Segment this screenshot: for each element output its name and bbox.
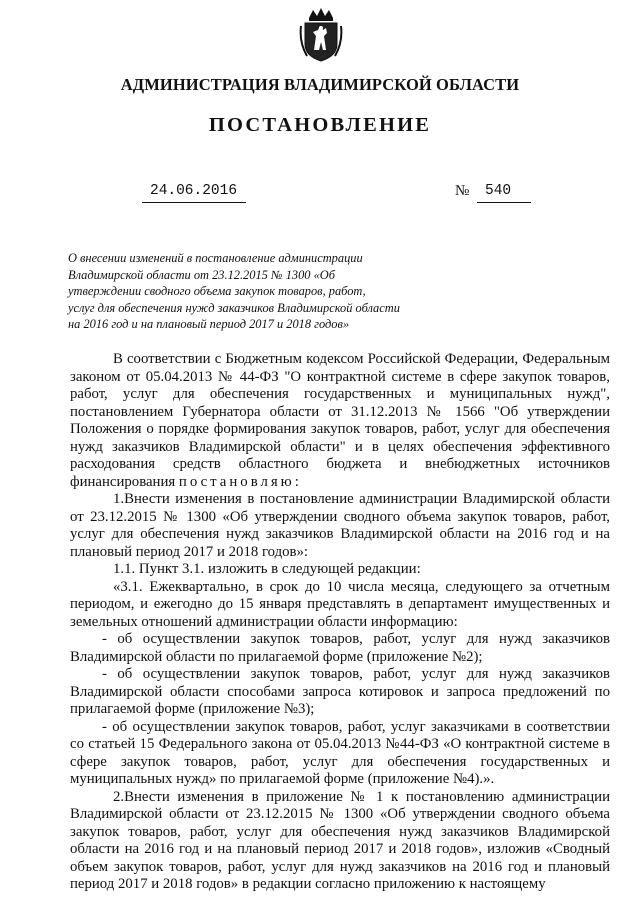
intro-text: В соответствии с Бюджетным кодексом Российской Федерации, Федеральным законом от 05.04.2013 № 44-ФЗ "О контрактной системе в сфере закупок товаров, работ, услуг для обеспечения государственных и муниципальных нужд", постановлением Губернатора области от 31.12.2013 № 1566 "Об утверждении Положения о порядке формирования закупок товаров, работ, услуг для обеспечения нужд заказчиков Владимирской области" и в целях обеспечения эффективного расходования средств областного бюджета и внебюджетных источников финансирования — [70, 351, 610, 490]
organization-name: АДМИНИСТРАЦИЯ ВЛАДИМИРСКОЙ ОБЛАСТИ — [120, 75, 520, 94]
subject-line: О внесении изменений в постановление администрации — [68, 251, 363, 265]
document-date: 24.06.2016 — [150, 183, 238, 199]
subject-line: утверждении сводного объема закупок товаров, работ, — [68, 284, 366, 298]
resolution-word: постановляю: — [178, 473, 302, 490]
item-2: 2.Внести изменения в приложение № 1 к постановлению администрации Владимирской области от 23.12.2015 № 1300 «Об утверждении сводного объема закупок товаров, работ, услуг для обеспечения нужд заказчиков Владимирской области на 2016 год и на плановый период 2017 и 2018 годов», изложив «Сводный объем закупок товаров, работ, услуг для нужд заказчиков на 2016 год и плановый период 2017 и 2018 годов» в редакции согласно приложению к настоящему — [70, 788, 610, 892]
date-underline — [142, 202, 246, 203]
intro-paragraph — [70, 351, 610, 491]
dash-item-1: - об осуществлении закупок товаров, работ, услуг для нужд заказчиков Владимирской области по прилагаемой форме (приложение №2); — [70, 631, 610, 665]
document-type: ПОСТАНОВЛЕНИЕ — [208, 114, 432, 136]
document-number: 540 — [485, 183, 512, 199]
dash-item-2: - об осуществлении закупок товаров, работ, услуг для нужд заказчиков Владимирской области способами запроса котировок и запроса предложений по прилагаемой форме (приложение №3); — [70, 666, 610, 717]
coat-of-arms-icon — [299, 6, 343, 62]
dash-item-3: - об осуществлении закупок товаров, работ, услуг заказчиками в соответствии со статьей 15 Федерального закона от 05.04.2013 №44-ФЗ «О контрактной системе в сфере закупок товаров, работ, услуг для обеспечения государственных и муниципальных нужд» по прилагаемой форме (приложение №4).». — [70, 718, 610, 787]
item-1: 1.Внести изменения в постановление администрации Владимирской области от 23.12.2015 № 1300 «Об утверждении сводного объема закупок товаров, работ, услуг для обеспечения нужд заказчиков Владимирской области на 2016 год и на плановый период 2017 и 2018 годов»: — [70, 491, 610, 560]
quoted-clause: «3.1. Ежеквартально, в срок до 10 числа месяца, следующего за отчетным периодом, и ежегодно до 15 января представлять в департамент имущественных и земельных отношений администрации области информацию: — [70, 578, 610, 630]
subject-line: услуг для обеспечения нужд заказчиков Владимирской области — [68, 300, 400, 315]
subject-line: Владимирской области от 23.12.2015 № 1300 «Об — [68, 267, 335, 282]
document-body — [70, 351, 610, 894]
item-1-1: 1.1. Пункт 3.1. изложить в следующей редакции: — [113, 561, 421, 577]
number-underline — [477, 202, 531, 203]
subject-line: на 2016 год и на плановый период 2017 и 2018 годов» — [68, 317, 350, 331]
number-sign: № — [455, 183, 470, 199]
document-subject — [68, 250, 448, 333]
